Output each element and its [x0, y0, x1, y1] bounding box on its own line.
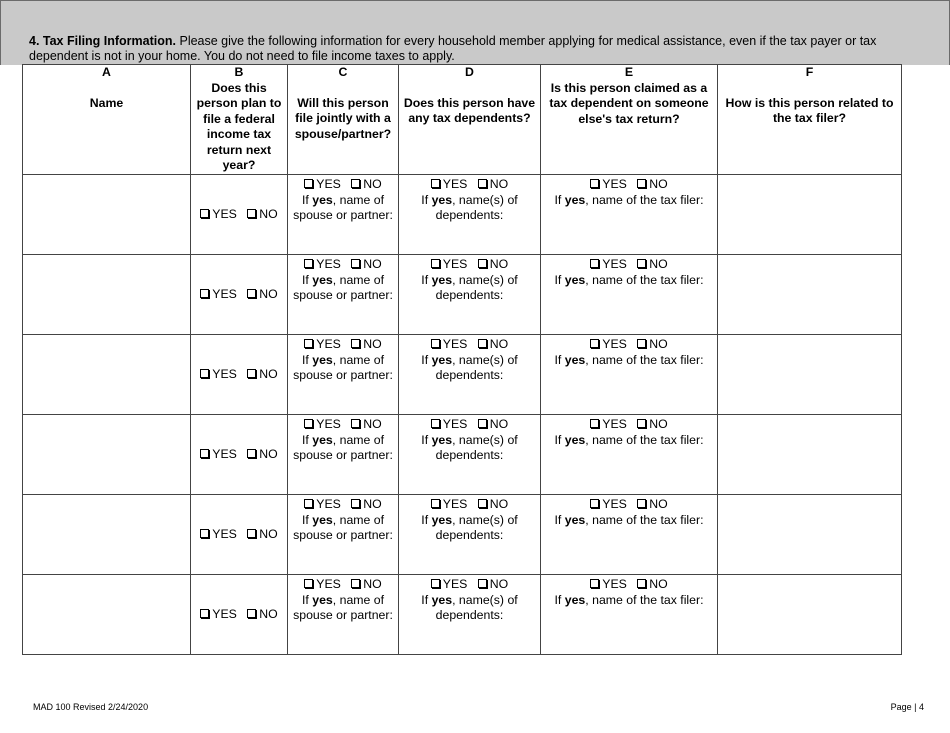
dependents-prompt: If yes, name(s) of: [421, 352, 518, 367]
yes-checkbox[interactable]: [431, 579, 440, 588]
tax-dependents-cell: [399, 255, 541, 335]
no-checkbox[interactable]: [247, 529, 256, 538]
yes-label: YES: [602, 257, 627, 271]
name-input-cell[interactable]: [23, 255, 191, 335]
no-checkbox[interactable]: [478, 499, 487, 508]
spouse-name-prompt-2: spouse or partner:: [293, 448, 393, 462]
spouse-name-prompt-2: spouse or partner:: [293, 528, 393, 542]
tax-filer-prompt: If yes, name of the tax filer:: [554, 512, 704, 527]
yes-checkbox[interactable]: [590, 419, 599, 428]
relationship-input-cell[interactable]: [718, 335, 902, 415]
yes-checkbox[interactable]: [200, 529, 209, 538]
yes-checkbox[interactable]: [200, 289, 209, 298]
no-label: NO: [259, 447, 278, 461]
no-label: NO: [649, 577, 668, 591]
claimed-dependent-cell: [541, 575, 718, 655]
no-checkbox[interactable]: [351, 419, 360, 428]
yes-label: YES: [602, 417, 627, 431]
dependents-prompt-2: dependents:: [435, 448, 504, 462]
yes-checkbox[interactable]: [590, 339, 599, 348]
tax-dependents-cell: [399, 575, 541, 655]
no-label: NO: [363, 177, 382, 191]
name-input-cell[interactable]: [23, 335, 191, 415]
yes-checkbox[interactable]: [304, 259, 313, 268]
spouse-name-prompt: If yes, name of: [301, 352, 385, 367]
name-input-cell[interactable]: [23, 495, 191, 575]
yes-label: YES: [212, 207, 237, 221]
no-checkbox[interactable]: [637, 579, 646, 588]
dependents-prompt: If yes, name(s) of: [421, 192, 518, 207]
column-question: Will this person file jointly with a spouse/partner?: [294, 95, 392, 141]
dependents-prompt-2: dependents:: [435, 288, 504, 302]
relationship-input-cell[interactable]: [718, 575, 902, 655]
no-label: NO: [649, 257, 668, 271]
column-question: How is this person related to the tax filer?: [725, 95, 894, 125]
column-d-header: [399, 65, 541, 175]
no-label: NO: [259, 527, 278, 541]
no-checkbox[interactable]: [247, 369, 256, 378]
no-label: NO: [363, 257, 382, 271]
yes-label: YES: [212, 367, 237, 381]
column-b-header: [191, 65, 288, 175]
no-checkbox[interactable]: [351, 579, 360, 588]
yes-checkbox[interactable]: [590, 179, 599, 188]
column-c-header: [288, 65, 399, 175]
no-checkbox[interactable]: [351, 339, 360, 348]
column-letter: B: [234, 65, 244, 79]
column-letter: E: [624, 65, 634, 79]
yes-checkbox[interactable]: [590, 259, 599, 268]
tax-filer-prompt: If yes, name of the tax filer:: [554, 352, 704, 367]
no-label: NO: [489, 257, 509, 271]
yes-label: YES: [442, 337, 468, 351]
tax-dependents-cell: [399, 175, 541, 255]
no-label: NO: [363, 497, 382, 511]
table-row: [23, 415, 902, 495]
no-checkbox[interactable]: [247, 209, 256, 218]
column-question: Name: [89, 95, 124, 110]
column-question: Does this person plan to file a federal income tax return next year?: [196, 80, 282, 172]
yes-label: YES: [602, 177, 627, 191]
dependents-prompt: If yes, name(s) of: [421, 512, 518, 527]
column-a-header: [23, 65, 191, 175]
no-label: NO: [489, 417, 509, 431]
yes-label: YES: [316, 417, 341, 431]
section-intro: [29, 34, 909, 64]
no-label: NO: [649, 497, 668, 511]
no-label: NO: [363, 577, 382, 591]
no-checkbox[interactable]: [247, 609, 256, 618]
no-checkbox[interactable]: [247, 289, 256, 298]
relationship-input-cell[interactable]: [718, 255, 902, 335]
no-label: NO: [363, 337, 382, 351]
yes-checkbox[interactable]: [590, 499, 599, 508]
yes-label: YES: [212, 527, 237, 541]
yes-checkbox[interactable]: [304, 339, 313, 348]
no-checkbox[interactable]: [247, 449, 256, 458]
yes-label: YES: [442, 497, 468, 511]
yes-checkbox[interactable]: [304, 179, 313, 188]
name-input-cell[interactable]: [23, 175, 191, 255]
file-return-cell: [191, 255, 288, 335]
yes-checkbox[interactable]: [431, 499, 440, 508]
no-label: NO: [649, 417, 668, 431]
yes-checkbox[interactable]: [200, 609, 209, 618]
no-label: NO: [259, 607, 278, 621]
no-checkbox[interactable]: [637, 499, 646, 508]
yes-label: YES: [212, 607, 237, 621]
no-checkbox[interactable]: [637, 259, 646, 268]
tax-dependents-cell: [399, 495, 541, 575]
yes-label: YES: [316, 177, 341, 191]
yes-checkbox[interactable]: [431, 179, 440, 188]
file-jointly-cell: [288, 335, 399, 415]
tax-dependents-cell: [399, 335, 541, 415]
no-label: NO: [489, 577, 509, 591]
no-checkbox[interactable]: [478, 579, 487, 588]
tax-filer-prompt: If yes, name of the tax filer:: [554, 432, 704, 447]
spouse-name-prompt-2: spouse or partner:: [293, 368, 393, 382]
yes-checkbox[interactable]: [200, 209, 209, 218]
column-question: Is this person claimed as a tax dependent on someone else's tax return?: [549, 80, 709, 126]
tax-filer-prompt: If yes, name of the tax filer:: [554, 592, 704, 607]
yes-checkbox[interactable]: [431, 339, 440, 348]
no-checkbox[interactable]: [351, 179, 360, 188]
section-title: 4. Tax Filing Information.: [29, 34, 176, 48]
table-row: [23, 175, 902, 255]
column-letter: A: [102, 65, 111, 79]
claimed-dependent-cell: [541, 255, 718, 335]
no-label: NO: [489, 337, 509, 351]
column-question: Does this person have any tax dependents?: [403, 95, 536, 125]
yes-checkbox[interactable]: [431, 419, 440, 428]
no-label: NO: [489, 177, 509, 191]
file-jointly-cell: [288, 495, 399, 575]
no-checkbox[interactable]: [351, 259, 360, 268]
no-label: NO: [649, 177, 668, 191]
no-label: NO: [259, 287, 278, 301]
dependents-prompt-2: dependents:: [435, 528, 504, 542]
yes-label: YES: [316, 257, 341, 271]
spouse-name-prompt-2: spouse or partner:: [293, 608, 393, 622]
spouse-name-prompt-2: spouse or partner:: [293, 208, 393, 222]
header-row: [23, 65, 902, 175]
form-id: MAD 100 Revised 2/24/2020: [33, 702, 149, 712]
section-header: [0, 0, 950, 65]
yes-label: YES: [316, 337, 341, 351]
dependents-prompt-2: dependents:: [435, 608, 504, 622]
yes-checkbox[interactable]: [590, 579, 599, 588]
yes-label: YES: [442, 257, 468, 271]
no-checkbox[interactable]: [478, 259, 487, 268]
yes-label: YES: [602, 577, 627, 591]
relationship-input-cell[interactable]: [718, 175, 902, 255]
table-row: [23, 495, 902, 575]
name-input-cell[interactable]: [23, 575, 191, 655]
yes-label: YES: [316, 497, 341, 511]
yes-checkbox[interactable]: [200, 449, 209, 458]
column-letter: D: [465, 65, 474, 79]
column-letter: C: [338, 65, 348, 79]
section-instructions: Please give the following information for every household member applying for medical assistance, even if the tax payer or tax dependent is not in your home. You do not need to file income taxes to apply.: [29, 34, 877, 63]
no-label: NO: [259, 207, 278, 221]
column-letter: F: [805, 65, 814, 79]
tax-filing-table: [22, 64, 902, 655]
yes-label: YES: [602, 337, 627, 351]
yes-label: YES: [442, 177, 468, 191]
no-label: NO: [363, 417, 382, 431]
yes-checkbox[interactable]: [304, 579, 313, 588]
spouse-name-prompt: If yes, name of: [301, 592, 385, 607]
file-jointly-cell: [288, 575, 399, 655]
spouse-name-prompt: If yes, name of: [301, 192, 385, 207]
no-label: NO: [649, 337, 668, 351]
table-row: [23, 255, 902, 335]
claimed-dependent-cell: [541, 495, 718, 575]
file-jointly-cell: [288, 175, 399, 255]
column-f-header: [718, 65, 902, 175]
spouse-name-prompt: If yes, name of: [301, 272, 385, 287]
no-checkbox[interactable]: [478, 339, 487, 348]
yes-label: YES: [316, 577, 341, 591]
spouse-name-prompt-2: spouse or partner:: [293, 288, 393, 302]
file-return-cell: [191, 335, 288, 415]
column-e-header: [541, 65, 718, 175]
file-return-cell: [191, 175, 288, 255]
file-jointly-cell: [288, 255, 399, 335]
dependents-prompt: If yes, name(s) of: [421, 272, 518, 287]
spouse-name-prompt: If yes, name of: [301, 432, 385, 447]
tax-dependents-cell: [399, 415, 541, 495]
name-input-cell[interactable]: [23, 415, 191, 495]
dependents-prompt: If yes, name(s) of: [421, 432, 518, 447]
file-jointly-cell: [288, 415, 399, 495]
table-row: [23, 575, 902, 655]
yes-checkbox[interactable]: [431, 259, 440, 268]
yes-label: YES: [442, 577, 468, 591]
yes-checkbox[interactable]: [304, 419, 313, 428]
file-return-cell: [191, 495, 288, 575]
yes-checkbox[interactable]: [304, 499, 313, 508]
relationship-input-cell[interactable]: [718, 415, 902, 495]
file-return-cell: [191, 415, 288, 495]
page-number: Page | 4: [890, 702, 924, 712]
yes-label: YES: [212, 447, 237, 461]
tax-filer-prompt: If yes, name of the tax filer:: [554, 192, 704, 207]
table-body: [23, 175, 902, 655]
no-checkbox[interactable]: [637, 339, 646, 348]
no-label: NO: [489, 497, 509, 511]
no-checkbox[interactable]: [637, 179, 646, 188]
yes-label: YES: [442, 417, 468, 431]
no-checkbox[interactable]: [478, 419, 487, 428]
claimed-dependent-cell: [541, 415, 718, 495]
dependents-prompt-2: dependents:: [435, 208, 504, 222]
yes-label: YES: [212, 287, 237, 301]
claimed-dependent-cell: [541, 335, 718, 415]
file-return-cell: [191, 575, 288, 655]
yes-checkbox[interactable]: [200, 369, 209, 378]
no-checkbox[interactable]: [351, 499, 360, 508]
claimed-dependent-cell: [541, 175, 718, 255]
no-checkbox[interactable]: [478, 179, 487, 188]
dependents-prompt-2: dependents:: [435, 368, 504, 382]
no-label: NO: [259, 367, 278, 381]
table-row: [23, 335, 902, 415]
spouse-name-prompt: If yes, name of: [301, 512, 385, 527]
tax-filer-prompt: If yes, name of the tax filer:: [554, 272, 704, 287]
dependents-prompt: If yes, name(s) of: [421, 592, 518, 607]
yes-label: YES: [602, 497, 627, 511]
no-checkbox[interactable]: [637, 419, 646, 428]
relationship-input-cell[interactable]: [718, 495, 902, 575]
